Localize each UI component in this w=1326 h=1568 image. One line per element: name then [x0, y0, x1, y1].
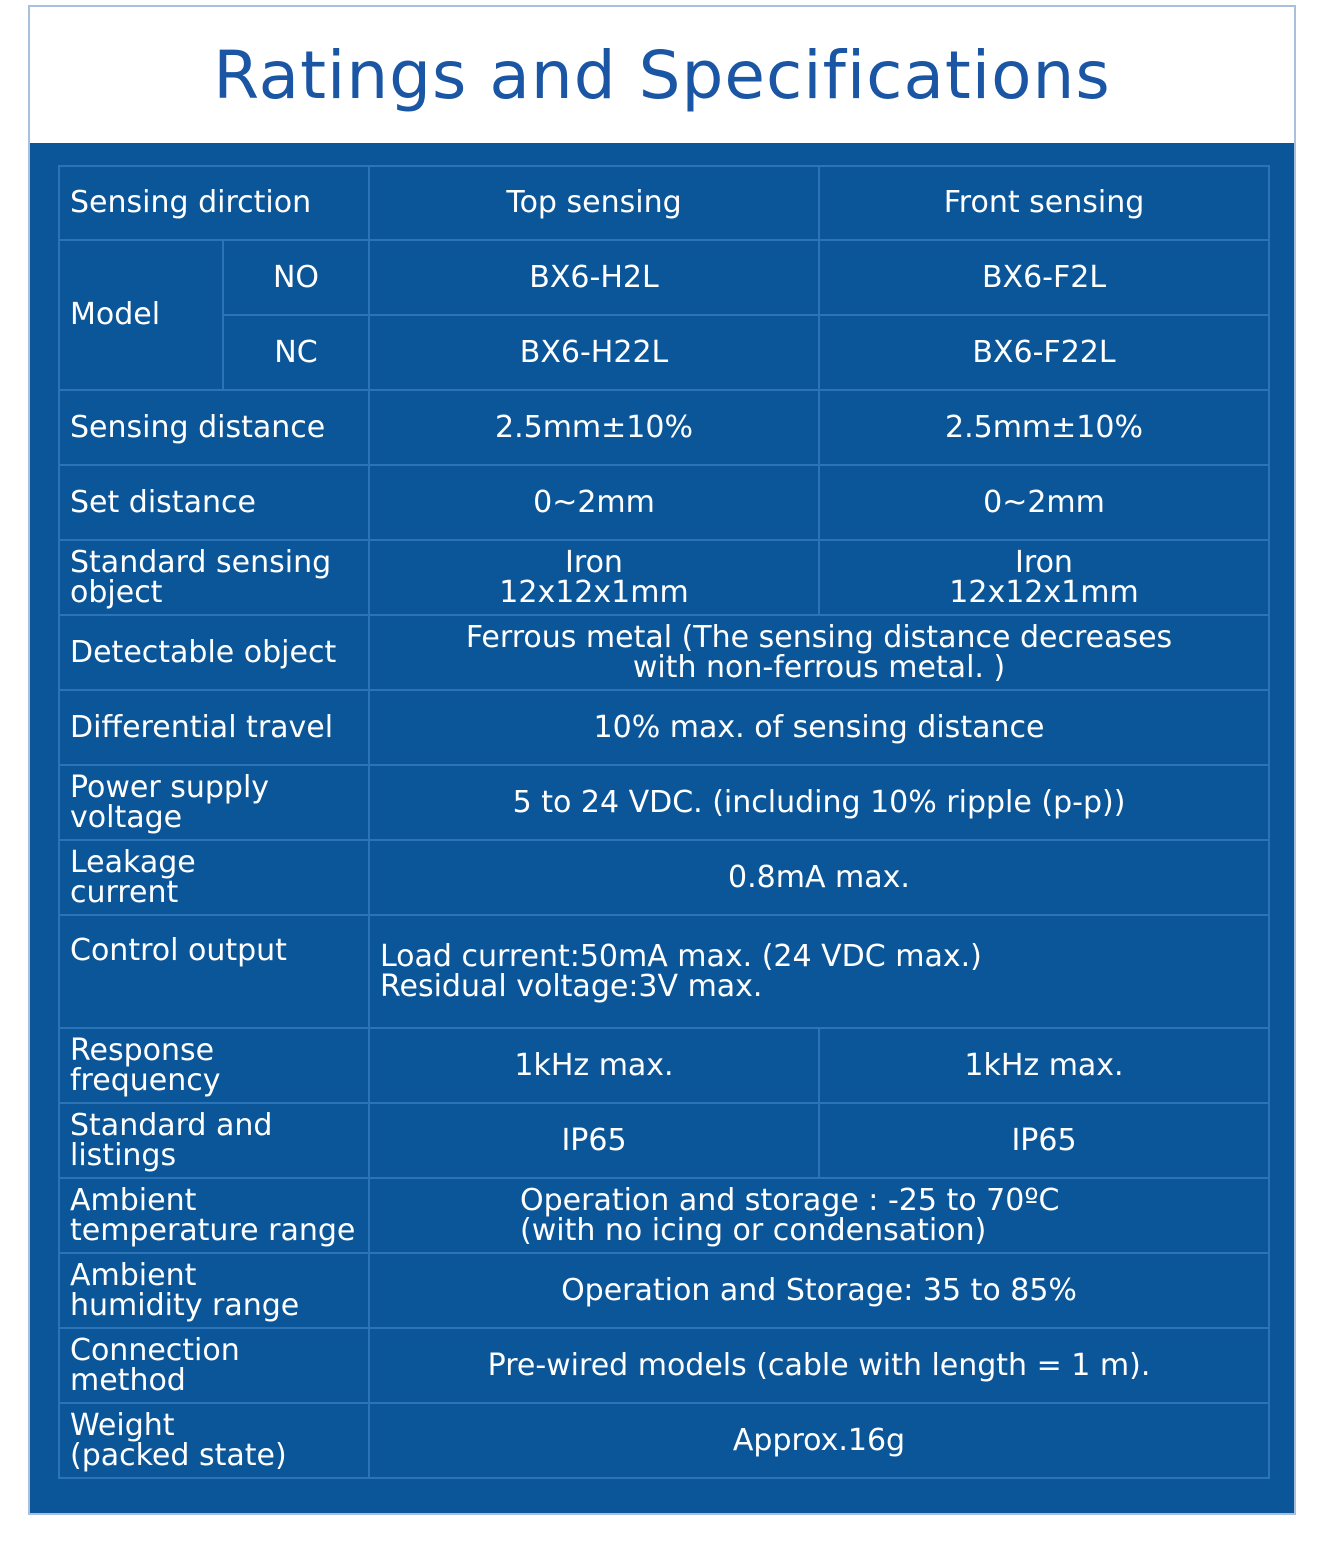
row-label-line: voltage	[70, 799, 183, 835]
column-header-top: Top sensing	[369, 166, 819, 240]
row-label-line: object	[70, 574, 163, 610]
table-row	[59, 1028, 1269, 1103]
row-label-line: method	[70, 1362, 186, 1398]
row-label-line: listings	[70, 1137, 177, 1173]
cell-value: BX6-H22L	[369, 315, 819, 390]
row-label-line: Ambient	[70, 1257, 197, 1293]
row-label-line: frequency	[70, 1062, 221, 1098]
cell-value-line: Operation and storage : -25 to 70ºC	[520, 1182, 1060, 1218]
row-label-line: Power supply	[70, 769, 270, 805]
row-label-line: Connection	[70, 1332, 240, 1368]
table-row	[59, 915, 1269, 1028]
cell-value: IP65	[369, 1103, 819, 1178]
cell-value: 2.5mm±10%	[369, 390, 819, 465]
table-row	[59, 465, 1269, 540]
cell-value: 5 to 24 VDC. (including 10% ripple (p-p))	[369, 765, 1269, 840]
cell-value: 2.5mm±10%	[819, 390, 1269, 465]
cell-value	[369, 540, 819, 615]
cell-value: 0.8mA max.	[369, 840, 1269, 915]
cell-value: 0~2mm	[369, 465, 819, 540]
spec-sheet	[28, 5, 1296, 1515]
cell-value: 0~2mm	[819, 465, 1269, 540]
sub-label-nc: NC	[223, 315, 369, 390]
row-label	[59, 1103, 369, 1178]
table-row	[59, 390, 1269, 465]
cell-value	[369, 615, 1269, 690]
table-row	[59, 1253, 1269, 1328]
row-label	[59, 1328, 369, 1403]
cell-value: BX6-F2L	[819, 240, 1269, 315]
row-label-line: (packed state)	[70, 1437, 287, 1473]
row-label-line: Standard sensing	[70, 544, 332, 580]
page-title: Ratings and Specifications	[213, 36, 1111, 114]
table-row	[59, 1178, 1269, 1253]
row-label-line: Standard and	[70, 1107, 273, 1143]
row-label	[59, 840, 369, 915]
cell-value: Operation and Storage: 35 to 85%	[369, 1253, 1269, 1328]
table-row	[59, 315, 1269, 390]
cell-value: BX6-H2L	[369, 240, 819, 315]
cell-value-line: 12x12x1mm	[499, 574, 689, 610]
row-label-line: Leakage	[70, 844, 196, 880]
row-label-line: Ambient	[70, 1182, 197, 1218]
sub-label-no: NO	[223, 240, 369, 315]
row-label	[59, 1178, 369, 1253]
column-header-front: Front sensing	[819, 166, 1269, 240]
cell-value-line: Iron	[1015, 544, 1073, 580]
row-label: Control output	[59, 915, 369, 1028]
cell-value: Approx.16g	[369, 1403, 1269, 1478]
row-label	[59, 540, 369, 615]
row-label	[59, 1253, 369, 1328]
row-label: Set distance	[59, 465, 369, 540]
table-row	[59, 1403, 1269, 1478]
row-label-line: humidity range	[70, 1287, 300, 1323]
row-label: Sensing distance	[59, 390, 369, 465]
table-row	[59, 540, 1269, 615]
table-row	[59, 840, 1269, 915]
row-label	[59, 1403, 369, 1478]
cell-value: BX6-F22L	[819, 315, 1269, 390]
table-row	[59, 240, 1269, 315]
row-label-line: temperature range	[70, 1212, 356, 1248]
cell-value	[369, 915, 1269, 1028]
table-row	[59, 690, 1269, 765]
cell-value-line: (with no icing or condensation)	[520, 1212, 987, 1248]
row-label: Differential travel	[59, 690, 369, 765]
cell-value	[819, 540, 1269, 615]
table-row	[59, 166, 1269, 240]
row-label: Sensing dirction	[59, 166, 369, 240]
cell-value: 1kHz max.	[369, 1028, 819, 1103]
table-row	[59, 1103, 1269, 1178]
cell-value: 1kHz max.	[819, 1028, 1269, 1103]
cell-value: Pre-wired models (cable with length = 1 m).	[369, 1328, 1269, 1403]
spec-table	[58, 165, 1270, 1479]
cell-value-line: Iron	[565, 544, 623, 580]
cell-value	[369, 1178, 1269, 1253]
cell-value-line: with non-ferrous metal. )	[632, 649, 1006, 685]
spec-panel	[30, 143, 1294, 1513]
cell-value-line: 12x12x1mm	[949, 574, 1139, 610]
row-label-line: current	[70, 874, 179, 910]
row-label: Detectable object	[59, 615, 369, 690]
row-label	[59, 765, 369, 840]
row-label-line: Weight	[70, 1407, 175, 1443]
table-row	[59, 765, 1269, 840]
cell-value-line: Ferrous metal (The sensing distance decreases	[465, 619, 1173, 655]
table-row	[59, 1328, 1269, 1403]
table-row	[59, 615, 1269, 690]
cell-value: IP65	[819, 1103, 1269, 1178]
cell-value: 10% max. of sensing distance	[369, 690, 1269, 765]
cell-value-line: Load current:50mA max. (24 VDC max.)	[380, 938, 982, 974]
row-label-line: Response	[70, 1032, 215, 1068]
row-label: Model	[59, 240, 223, 390]
row-label	[59, 1028, 369, 1103]
cell-value-line: Residual voltage:3V max.	[380, 968, 763, 1004]
